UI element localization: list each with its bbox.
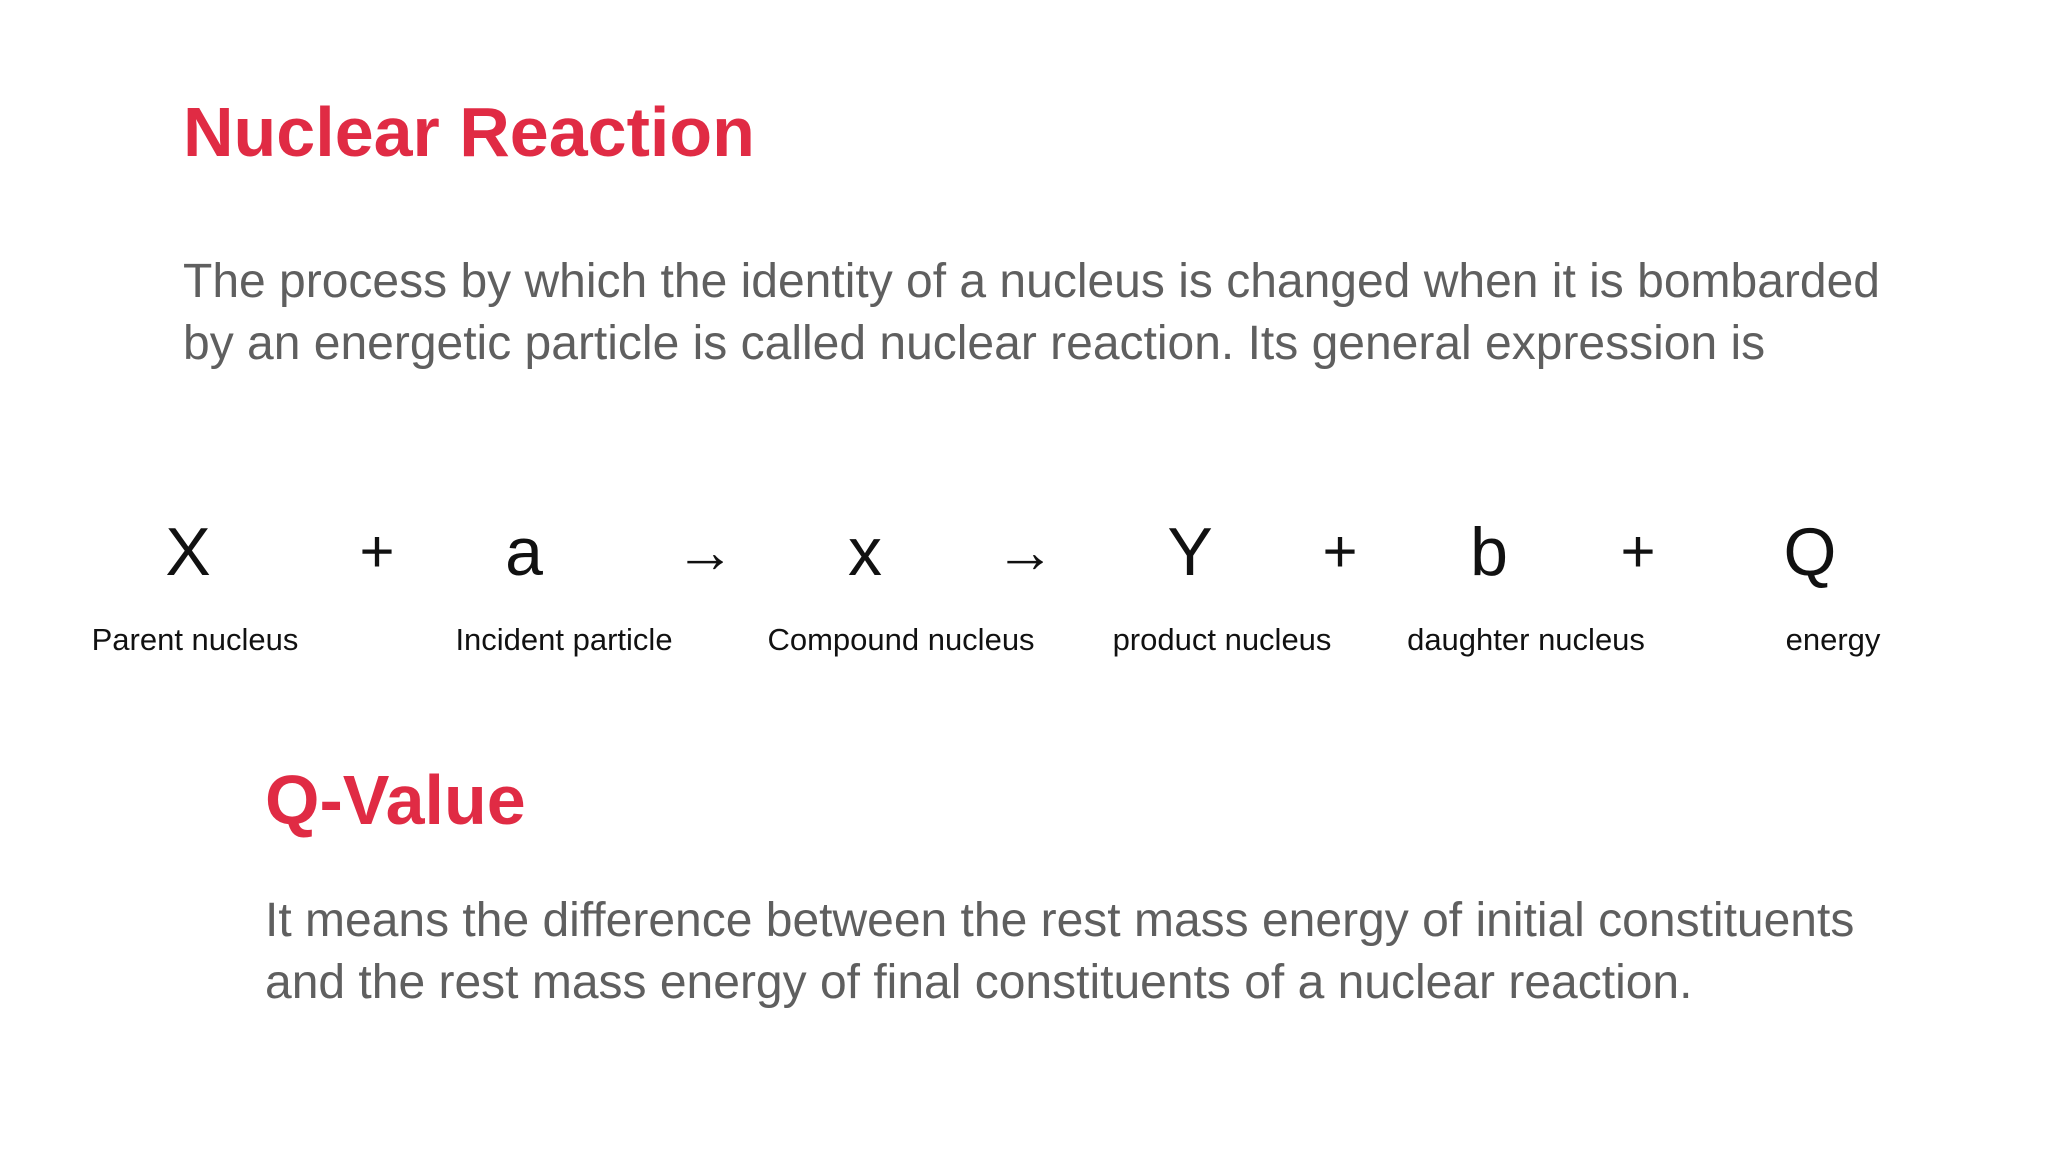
equation-symbol-daughter: b (1470, 514, 1508, 590)
label-compound-nucleus: Compound nucleus (767, 622, 1035, 657)
label-product-nucleus: product nucleus (1112, 622, 1332, 657)
equation-plus: + (1322, 518, 1358, 585)
label-incident-particle: Incident particle (455, 622, 673, 657)
q-value-definition: It means the difference between the rest mass energy of initial constituents and the rest mass energy of final constituents of a nuclear reaction. (265, 894, 1855, 1009)
equation-arrow: → (995, 518, 1055, 585)
equation-symbol-product: Y (1167, 514, 1213, 590)
equation-plus: + (359, 518, 395, 585)
slide-title: Nuclear Reaction (183, 93, 755, 171)
label-daughter-nucleus: daughter nucleus (1407, 622, 1645, 657)
equation-symbol-compound: x (848, 514, 882, 590)
equation-symbol-energy: Q (1783, 514, 1837, 590)
equation-plus: + (1620, 518, 1656, 585)
label-energy: energy (1785, 622, 1881, 657)
label-parent-nucleus: Parent nucleus (91, 622, 299, 657)
equation-arrow: → (675, 518, 735, 585)
q-value-title: Q-Value (265, 761, 526, 839)
equation-symbol-parent: X (165, 514, 211, 590)
equation-symbol-incident: a (505, 514, 543, 590)
intro-paragraph: The process by which the identity of a nucleus is changed when it is bombarded by an energetic particle is called nuclear reaction. Its general expression is (183, 255, 1880, 370)
